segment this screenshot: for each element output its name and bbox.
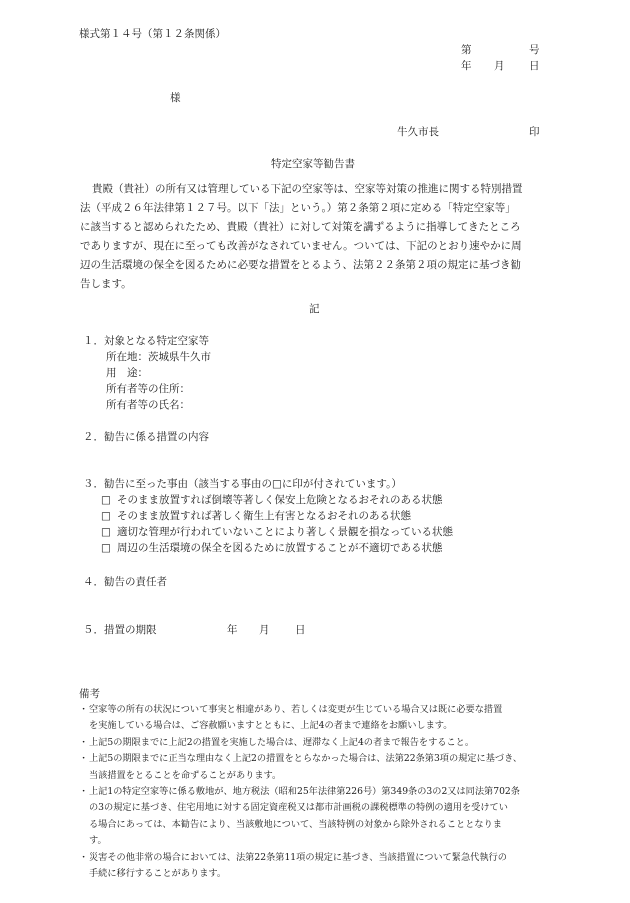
note-bullet: ・ [79,704,89,715]
document-number-suffix: 号 [529,44,540,56]
note-item [79,702,559,735]
reason-checkbox: □ [101,526,111,538]
notes-list [79,702,559,882]
reason-text: 周辺の生活環境の保全を図るために放置することが不適切である状態 [117,542,443,554]
note-line: る場合にあっては、本勧告により、当該敷地について、当該特例の対象から除外されることとなりま [89,818,502,830]
intro-line: 辺の生活環境の保全を図るために必要な措置をとるよう、法第２２条第２項の規定に基づき勧 [80,259,521,271]
intro-line: 法（平成２６年法律第１２７号。以下「法」という。）第２条第２項に定める「特定空家等」 [80,202,516,214]
reason-item [101,524,453,539]
reason-text: そのまま放置すれば倒壊等著しく保安上危険となるおそれのある状態 [117,494,443,506]
notes-heading: 備考 [79,688,100,700]
note-line: 上記1の特定空家等に係る敷地が、地方税法（昭和25年法律第226号）第349条の3の2又は同法第702条 [89,786,520,798]
seal-mark: 印 [529,126,540,138]
section5-heading: ５．措置の期限 [83,624,157,636]
property-usage: 用 途： [106,367,148,379]
note-line: す。 [89,835,107,847]
note-item [79,735,559,751]
intro-line: でありますが、現在に至っても改善がなされていません。ついては、下記のとおり速やかに周 [80,240,522,252]
reason-checkbox: □ [101,510,111,522]
reason-checkbox: □ [101,494,111,506]
note-line: の3の規定に基づき、住宅用地に対する固定資産税又は都市計画税の課税標準の特例の適用を受けてい [89,802,508,814]
reason-item [101,492,443,507]
date-month: 月 [494,60,505,72]
reason-text: 適切な管理が行われていないことにより著しく景観を損なっている状態 [117,526,453,538]
document-title: 特定空家等勧告書 [271,158,355,170]
note-item [79,751,559,784]
deadline-month: 月 [259,624,270,636]
intro-line: 告します。 [80,278,132,290]
ki-heading: 記 [309,303,320,315]
section4-heading: ４．勧告の責任者 [83,576,167,588]
reason-item [101,540,443,555]
issuer-name: 牛久市長 [397,126,439,138]
date-year: 年 [461,60,472,72]
owner-name: 所有者等の氏名： [106,399,190,411]
note-line: 当該措置をとることを命ずることがあります。 [89,769,282,781]
owner-address: 所有者等の住所： [106,383,190,395]
document-number-label: 第 [461,44,472,56]
note-item [79,784,559,850]
reason-checkbox: □ [101,542,111,554]
section2-heading: ２．勧告に係る措置の内容 [83,431,209,443]
deadline-day: 日 [295,624,306,636]
section3-heading: ３．勧告に至った事由（該当する事由の□に印が付されています。） [83,478,402,490]
addressee-suffix: 様 [170,92,181,104]
note-bullet: ・ [79,753,89,765]
note-line: 災害その他非常の場合においては、法第22条第11項の規定に基づき、当該措置について緊急代執行の [89,851,507,863]
intro-paragraph [80,180,555,294]
intro-line: 貴殿（貴社）の所有又は管理している下記の空家等は、空家等対策の推進に関する特別措置 [92,183,523,195]
intro-line: に該当すると認められたため、貴殿（貴社）に対して対策を講ずるように指導してきたところ [80,221,521,233]
note-line: 上記5の期限までに上記2の措置を実施した場合は、遅滞なく上記4の者まで報告をすること。 [89,736,475,748]
note-line: 空家等の所有の状況について事実と相違があり、若しくは変更が生じている場合又は既に必要な措置 [89,704,503,715]
note-bullet: ・ [79,851,89,863]
date-day: 日 [529,60,540,72]
note-line: を実施している場合は、ご容赦願いますとともに、上記4の者まで連絡をお願いします。 [89,720,453,732]
deadline-year: 年 [227,624,238,636]
property-location: 所在地：茨城県牛久市 [106,351,211,363]
reason-text: そのまま放置すれば著しく衛生上有害となるおそれのある状態 [117,510,411,522]
note-bullet: ・ [79,736,89,748]
reason-item [101,508,411,523]
note-line: 上記5の期限までに正当な理由なく上記2の措置をとらなかった場合は、法第22条第3項の規定に基づき、 [89,753,523,765]
note-item [79,850,559,883]
section1-heading: １．対象となる特定空家等 [83,335,209,347]
note-bullet: ・ [79,786,89,798]
note-line: 手続に移行することがあります。 [89,868,227,880]
form-number: 様式第１４号（第１２条関係） [79,28,226,40]
